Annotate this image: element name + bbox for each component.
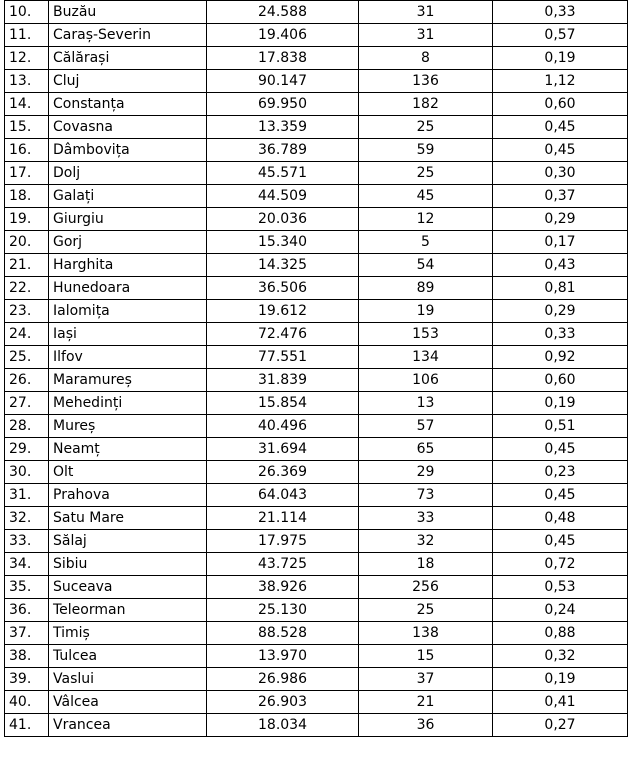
- row-number-cell: 39.: [5, 668, 49, 691]
- county-name-cell: Neamț: [49, 438, 207, 461]
- value-3-cell: 0,29: [493, 300, 628, 323]
- value-2-cell: 21: [359, 691, 493, 714]
- value-2-cell: 32: [359, 530, 493, 553]
- row-number-cell: 19.: [5, 208, 49, 231]
- value-1-cell: 19.612: [207, 300, 359, 323]
- county-name-cell: Harghita: [49, 254, 207, 277]
- county-name-cell: Olt: [49, 461, 207, 484]
- value-1-cell: 17.975: [207, 530, 359, 553]
- table-row: [5, 369, 628, 392]
- row-number-cell: 20.: [5, 231, 49, 254]
- table-row: [5, 254, 628, 277]
- value-2-cell: 18: [359, 553, 493, 576]
- table-body: [5, 1, 628, 737]
- value-1-cell: 72.476: [207, 323, 359, 346]
- value-2-cell: 25: [359, 162, 493, 185]
- table-row: [5, 323, 628, 346]
- row-number-cell: 17.: [5, 162, 49, 185]
- value-2-cell: 36: [359, 714, 493, 737]
- county-name-cell: Covasna: [49, 116, 207, 139]
- table-row: [5, 47, 628, 70]
- table-row: [5, 415, 628, 438]
- value-2-cell: 31: [359, 1, 493, 24]
- row-number-cell: 23.: [5, 300, 49, 323]
- value-2-cell: 19: [359, 300, 493, 323]
- value-2-cell: 37: [359, 668, 493, 691]
- county-name-cell: Sibiu: [49, 553, 207, 576]
- value-1-cell: 77.551: [207, 346, 359, 369]
- value-1-cell: 17.838: [207, 47, 359, 70]
- value-3-cell: 0,19: [493, 392, 628, 415]
- county-name-cell: Dolj: [49, 162, 207, 185]
- value-3-cell: 0,60: [493, 369, 628, 392]
- value-2-cell: 13: [359, 392, 493, 415]
- value-3-cell: 0,92: [493, 346, 628, 369]
- value-2-cell: 138: [359, 622, 493, 645]
- table-row: [5, 645, 628, 668]
- table-row: [5, 70, 628, 93]
- value-3-cell: 0,81: [493, 277, 628, 300]
- value-3-cell: 0,29: [493, 208, 628, 231]
- table-row: [5, 185, 628, 208]
- row-number-cell: 22.: [5, 277, 49, 300]
- row-number-cell: 41.: [5, 714, 49, 737]
- value-1-cell: 69.950: [207, 93, 359, 116]
- row-number-cell: 21.: [5, 254, 49, 277]
- row-number-cell: 36.: [5, 599, 49, 622]
- value-1-cell: 26.903: [207, 691, 359, 714]
- value-1-cell: 26.986: [207, 668, 359, 691]
- county-name-cell: Maramureș: [49, 369, 207, 392]
- row-number-cell: 34.: [5, 553, 49, 576]
- value-2-cell: 57: [359, 415, 493, 438]
- value-2-cell: 45: [359, 185, 493, 208]
- county-name-cell: Suceava: [49, 576, 207, 599]
- table-row: [5, 392, 628, 415]
- row-number-cell: 35.: [5, 576, 49, 599]
- value-2-cell: 136: [359, 70, 493, 93]
- row-number-cell: 11.: [5, 24, 49, 47]
- value-1-cell: 13.970: [207, 645, 359, 668]
- value-1-cell: 88.528: [207, 622, 359, 645]
- row-number-cell: 37.: [5, 622, 49, 645]
- value-3-cell: 0,53: [493, 576, 628, 599]
- value-1-cell: 64.043: [207, 484, 359, 507]
- value-3-cell: 0,45: [493, 116, 628, 139]
- county-name-cell: Călărași: [49, 47, 207, 70]
- row-number-cell: 38.: [5, 645, 49, 668]
- value-3-cell: 0,41: [493, 691, 628, 714]
- row-number-cell: 33.: [5, 530, 49, 553]
- table-row: [5, 553, 628, 576]
- value-3-cell: 1,12: [493, 70, 628, 93]
- county-name-cell: Teleorman: [49, 599, 207, 622]
- county-name-cell: Giurgiu: [49, 208, 207, 231]
- value-1-cell: 36.789: [207, 139, 359, 162]
- value-1-cell: 18.034: [207, 714, 359, 737]
- row-number-cell: 27.: [5, 392, 49, 415]
- county-name-cell: Tulcea: [49, 645, 207, 668]
- value-1-cell: 36.506: [207, 277, 359, 300]
- value-3-cell: 0,27: [493, 714, 628, 737]
- row-number-cell: 25.: [5, 346, 49, 369]
- value-3-cell: 0,37: [493, 185, 628, 208]
- table-row: [5, 24, 628, 47]
- table-row: [5, 622, 628, 645]
- row-number-cell: 31.: [5, 484, 49, 507]
- value-3-cell: 0,43: [493, 254, 628, 277]
- table-row: [5, 139, 628, 162]
- value-3-cell: 0,57: [493, 24, 628, 47]
- value-2-cell: 33: [359, 507, 493, 530]
- table-row: [5, 714, 628, 737]
- value-3-cell: 0,30: [493, 162, 628, 185]
- county-name-cell: Vaslui: [49, 668, 207, 691]
- value-2-cell: 182: [359, 93, 493, 116]
- value-1-cell: 21.114: [207, 507, 359, 530]
- value-1-cell: 15.854: [207, 392, 359, 415]
- row-number-cell: 24.: [5, 323, 49, 346]
- value-2-cell: 59: [359, 139, 493, 162]
- county-name-cell: Sălaj: [49, 530, 207, 553]
- table-row: [5, 277, 628, 300]
- value-3-cell: 0,19: [493, 47, 628, 70]
- county-name-cell: Vrancea: [49, 714, 207, 737]
- county-name-cell: Mehedinți: [49, 392, 207, 415]
- value-2-cell: 25: [359, 116, 493, 139]
- row-number-cell: 30.: [5, 461, 49, 484]
- county-name-cell: Iași: [49, 323, 207, 346]
- value-1-cell: 40.496: [207, 415, 359, 438]
- table-row: [5, 116, 628, 139]
- value-3-cell: 0,48: [493, 507, 628, 530]
- table-row: [5, 599, 628, 622]
- value-1-cell: 90.147: [207, 70, 359, 93]
- value-1-cell: 31.694: [207, 438, 359, 461]
- table-row: [5, 231, 628, 254]
- value-3-cell: 0,45: [493, 139, 628, 162]
- table-row: [5, 507, 628, 530]
- value-2-cell: 73: [359, 484, 493, 507]
- value-3-cell: 0,72: [493, 553, 628, 576]
- value-2-cell: 25: [359, 599, 493, 622]
- value-3-cell: 0,45: [493, 438, 628, 461]
- value-3-cell: 0,60: [493, 93, 628, 116]
- county-name-cell: Galați: [49, 185, 207, 208]
- value-2-cell: 8: [359, 47, 493, 70]
- value-2-cell: 89: [359, 277, 493, 300]
- table-row: [5, 162, 628, 185]
- row-number-cell: 28.: [5, 415, 49, 438]
- value-1-cell: 15.340: [207, 231, 359, 254]
- row-number-cell: 29.: [5, 438, 49, 461]
- value-2-cell: 31: [359, 24, 493, 47]
- row-number-cell: 18.: [5, 185, 49, 208]
- value-1-cell: 20.036: [207, 208, 359, 231]
- table-row: [5, 208, 628, 231]
- table-row: [5, 461, 628, 484]
- value-2-cell: 5: [359, 231, 493, 254]
- county-data-table: [4, 0, 628, 737]
- value-3-cell: 0,33: [493, 1, 628, 24]
- value-2-cell: 106: [359, 369, 493, 392]
- county-name-cell: Timiș: [49, 622, 207, 645]
- value-3-cell: 0,24: [493, 599, 628, 622]
- county-name-cell: Hunedoara: [49, 277, 207, 300]
- value-1-cell: 44.509: [207, 185, 359, 208]
- row-number-cell: 40.: [5, 691, 49, 714]
- county-name-cell: Constanța: [49, 93, 207, 116]
- row-number-cell: 10.: [5, 1, 49, 24]
- value-3-cell: 0,19: [493, 668, 628, 691]
- value-2-cell: 29: [359, 461, 493, 484]
- county-name-cell: Buzău: [49, 1, 207, 24]
- table-row: [5, 93, 628, 116]
- table-row: [5, 576, 628, 599]
- value-1-cell: 26.369: [207, 461, 359, 484]
- county-name-cell: Vâlcea: [49, 691, 207, 714]
- value-2-cell: 153: [359, 323, 493, 346]
- value-3-cell: 0,32: [493, 645, 628, 668]
- row-number-cell: 32.: [5, 507, 49, 530]
- value-2-cell: 256: [359, 576, 493, 599]
- row-number-cell: 16.: [5, 139, 49, 162]
- value-3-cell: 0,45: [493, 484, 628, 507]
- value-1-cell: 14.325: [207, 254, 359, 277]
- row-number-cell: 26.: [5, 369, 49, 392]
- table-row: [5, 346, 628, 369]
- value-3-cell: 0,45: [493, 530, 628, 553]
- value-1-cell: 45.571: [207, 162, 359, 185]
- table-row: [5, 530, 628, 553]
- value-3-cell: 0,88: [493, 622, 628, 645]
- value-2-cell: 12: [359, 208, 493, 231]
- table-row: [5, 300, 628, 323]
- county-name-cell: Gorj: [49, 231, 207, 254]
- value-1-cell: 19.406: [207, 24, 359, 47]
- row-number-cell: 15.: [5, 116, 49, 139]
- value-1-cell: 24.588: [207, 1, 359, 24]
- value-1-cell: 31.839: [207, 369, 359, 392]
- value-3-cell: 0,23: [493, 461, 628, 484]
- county-name-cell: Satu Mare: [49, 507, 207, 530]
- table-row: [5, 438, 628, 461]
- row-number-cell: 12.: [5, 47, 49, 70]
- value-2-cell: 134: [359, 346, 493, 369]
- value-1-cell: 43.725: [207, 553, 359, 576]
- table-row: [5, 691, 628, 714]
- table-row: [5, 1, 628, 24]
- county-name-cell: Dâmbovița: [49, 139, 207, 162]
- value-2-cell: 54: [359, 254, 493, 277]
- value-2-cell: 15: [359, 645, 493, 668]
- value-3-cell: 0,33: [493, 323, 628, 346]
- value-2-cell: 65: [359, 438, 493, 461]
- table-row: [5, 668, 628, 691]
- county-name-cell: Ialomița: [49, 300, 207, 323]
- value-3-cell: 0,17: [493, 231, 628, 254]
- county-name-cell: Caraș-Severin: [49, 24, 207, 47]
- value-1-cell: 25.130: [207, 599, 359, 622]
- value-1-cell: 38.926: [207, 576, 359, 599]
- county-name-cell: Mureș: [49, 415, 207, 438]
- value-3-cell: 0,51: [493, 415, 628, 438]
- value-1-cell: 13.359: [207, 116, 359, 139]
- county-name-cell: Cluj: [49, 70, 207, 93]
- row-number-cell: 13.: [5, 70, 49, 93]
- table-row: [5, 484, 628, 507]
- county-name-cell: Ilfov: [49, 346, 207, 369]
- county-name-cell: Prahova: [49, 484, 207, 507]
- row-number-cell: 14.: [5, 93, 49, 116]
